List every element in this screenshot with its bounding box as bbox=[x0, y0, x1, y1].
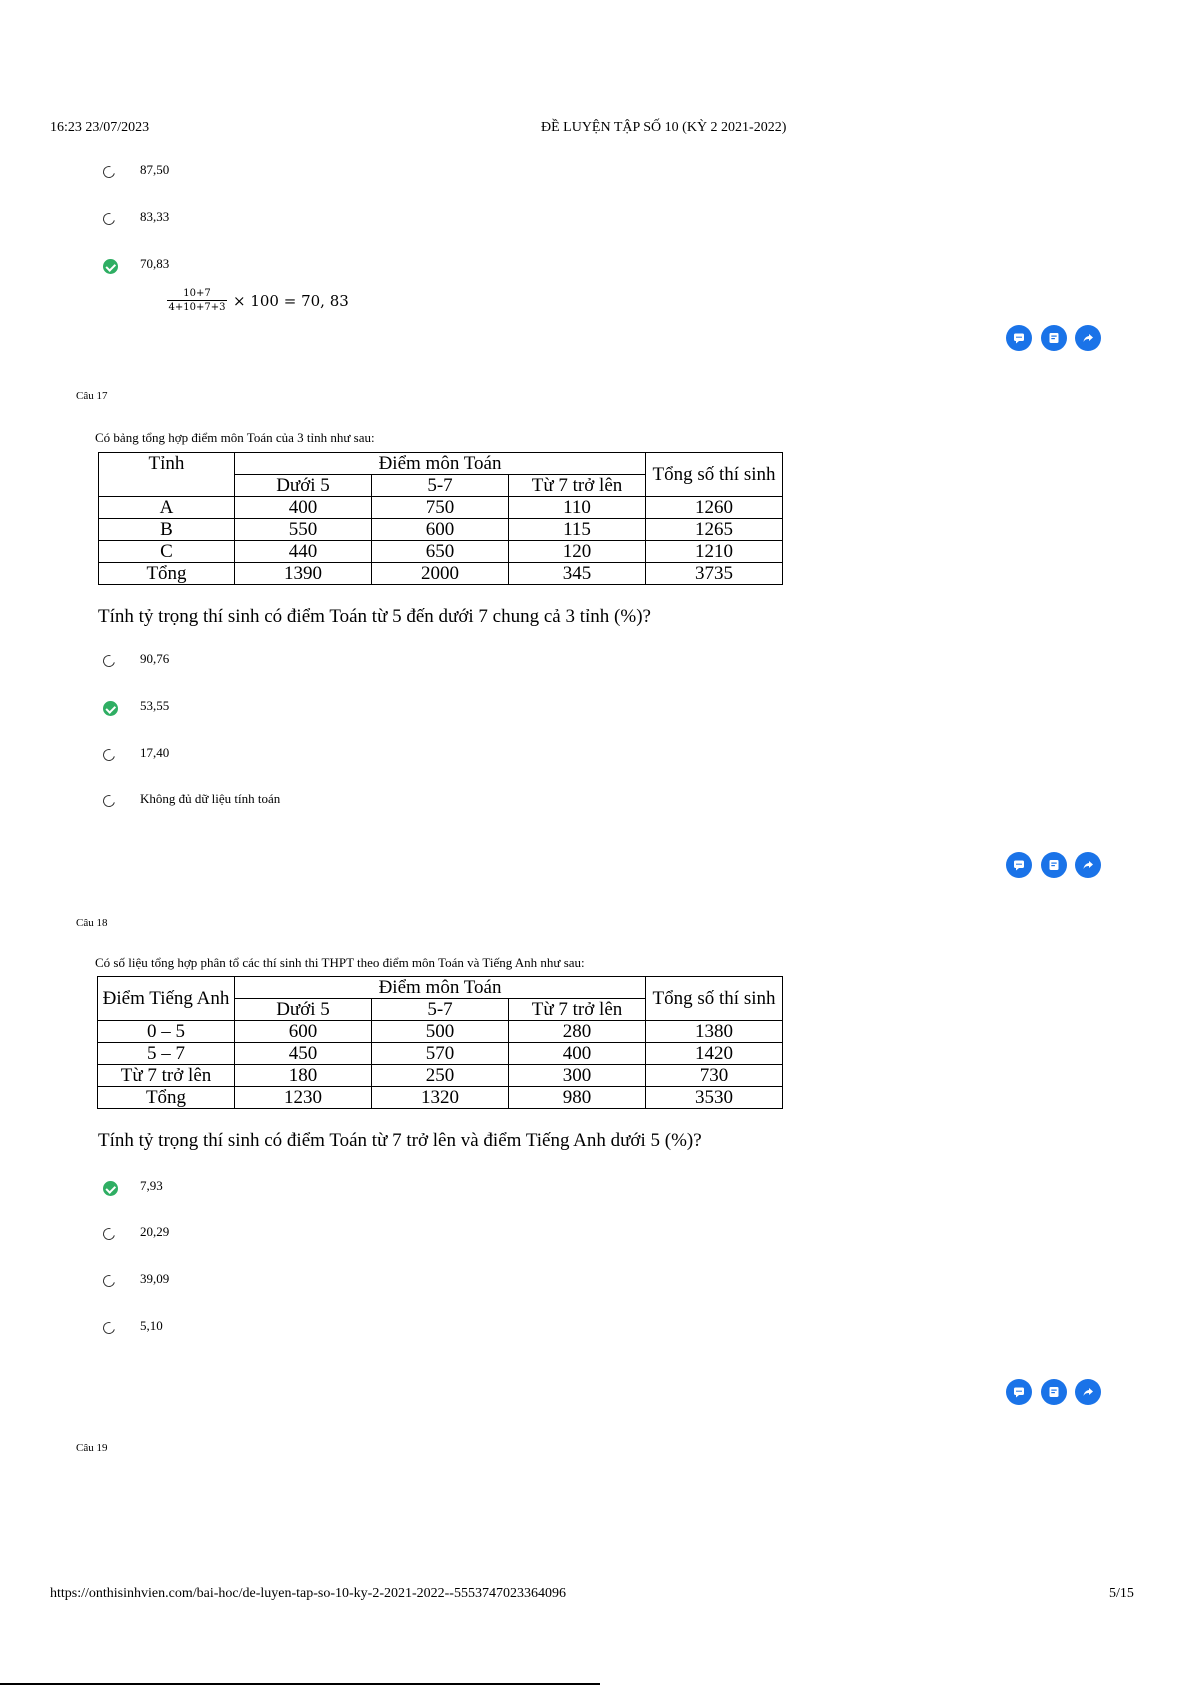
table-cell: 650 bbox=[372, 541, 509, 563]
option-label: 83,33 bbox=[140, 209, 170, 224]
note-icon bbox=[1047, 1385, 1061, 1399]
explanation-fraction bbox=[167, 288, 227, 313]
table-row bbox=[98, 1021, 783, 1043]
table-cell: 440 bbox=[235, 541, 372, 563]
table-cell: 450 bbox=[235, 1043, 372, 1065]
radio-icon[interactable] bbox=[101, 1273, 117, 1289]
share-icon bbox=[1081, 858, 1095, 872]
header-title: ĐỀ LUYỆN TẬP SỐ 10 (KỲ 2 2021-2022) bbox=[541, 120, 787, 135]
table-header-group: Điểm môn Toán bbox=[235, 977, 646, 999]
option-label: 90,76 bbox=[140, 651, 170, 666]
radio-icon[interactable] bbox=[101, 1226, 117, 1242]
table-cell: 570 bbox=[372, 1043, 509, 1065]
table-subheader: Dưới 5 bbox=[235, 999, 372, 1021]
share-button[interactable] bbox=[1075, 325, 1101, 351]
radio-icon[interactable] bbox=[101, 747, 117, 763]
share-icon bbox=[1081, 1385, 1095, 1399]
check-icon bbox=[103, 701, 118, 716]
share-icon bbox=[1081, 331, 1095, 345]
table-header-group: Điểm môn Toán bbox=[235, 453, 646, 475]
option-label: 87,50 bbox=[140, 162, 170, 177]
table-cell: 250 bbox=[372, 1065, 509, 1087]
question-label: Câu 17 bbox=[76, 390, 108, 402]
radio-icon[interactable] bbox=[101, 211, 117, 227]
table-cell: C bbox=[99, 541, 235, 563]
table-cell: 180 bbox=[235, 1065, 372, 1087]
radio-icon[interactable] bbox=[101, 1320, 117, 1336]
footer-page-number: 5/15 bbox=[1109, 1586, 1134, 1601]
question-intro: Có bảng tổng hợp điểm môn Toán của 3 tỉnh như sau: bbox=[95, 430, 375, 445]
table-cell: 3735 bbox=[646, 563, 783, 585]
table-cell: Tổng bbox=[98, 1087, 235, 1109]
table-row bbox=[99, 497, 783, 519]
option-label: 20,29 bbox=[140, 1224, 170, 1239]
table-subheader: Từ 7 trở lên bbox=[509, 475, 646, 497]
table-cell: Từ 7 trở lên bbox=[98, 1065, 235, 1087]
comment-button[interactable] bbox=[1006, 852, 1032, 878]
table-cell: 3530 bbox=[646, 1087, 783, 1109]
table-header-province: Tỉnh bbox=[99, 453, 235, 497]
table-cell: 400 bbox=[235, 497, 372, 519]
question-text: Tính tỷ trọng thí sinh có điểm Toán từ 5 đến dưới 7 chung cả 3 tỉnh (%)? bbox=[98, 606, 651, 627]
note-button[interactable] bbox=[1041, 1379, 1067, 1405]
option-label: 5,10 bbox=[140, 1318, 163, 1333]
fraction-denominator: 4+10+7+3 bbox=[168, 302, 226, 313]
option-label: 70,83 bbox=[140, 256, 170, 271]
table-cell: 400 bbox=[509, 1043, 646, 1065]
table-row bbox=[98, 1065, 783, 1087]
check-icon bbox=[103, 1181, 118, 1196]
table-header-total: Tổng số thí sinh bbox=[646, 977, 783, 1021]
table-cell: 120 bbox=[509, 541, 646, 563]
table-cell: A bbox=[99, 497, 235, 519]
footer-url: https://onthisinhvien.com/bai-hoc/de-luyen-tap-so-10-ky-2-2021-2022--5553747023364096 bbox=[50, 1586, 566, 1601]
table-row-total bbox=[98, 1087, 783, 1109]
table-cell: 500 bbox=[372, 1021, 509, 1043]
table-cell: 300 bbox=[509, 1065, 646, 1087]
table-row bbox=[99, 541, 783, 563]
table-row-total bbox=[99, 563, 783, 585]
comment-icon bbox=[1012, 1385, 1026, 1399]
table-cell: 730 bbox=[646, 1065, 783, 1087]
comment-button[interactable] bbox=[1006, 325, 1032, 351]
note-icon bbox=[1047, 331, 1061, 345]
question-label: Câu 19 bbox=[76, 1442, 108, 1454]
question-label: Câu 18 bbox=[76, 917, 108, 929]
note-icon bbox=[1047, 858, 1061, 872]
check-icon bbox=[103, 259, 118, 274]
table-cell: 600 bbox=[372, 519, 509, 541]
table-subheader: 5-7 bbox=[372, 999, 509, 1021]
table-cell: 110 bbox=[509, 497, 646, 519]
table-subheader: Dưới 5 bbox=[235, 475, 372, 497]
table-cell: 280 bbox=[509, 1021, 646, 1043]
option-label: 7,93 bbox=[140, 1178, 163, 1193]
radio-icon[interactable] bbox=[101, 653, 117, 669]
table-header-total: Tổng số thí sinh bbox=[646, 453, 783, 497]
score-table bbox=[97, 976, 783, 1109]
table-cell: 1210 bbox=[646, 541, 783, 563]
table-cell: 980 bbox=[509, 1087, 646, 1109]
table-cell: Tổng bbox=[99, 563, 235, 585]
share-button[interactable] bbox=[1075, 1379, 1101, 1405]
comment-button[interactable] bbox=[1006, 1379, 1032, 1405]
table-cell: 1390 bbox=[235, 563, 372, 585]
option-label: Không đủ dữ liệu tính toán bbox=[140, 791, 281, 806]
comment-icon bbox=[1012, 331, 1026, 345]
score-table bbox=[98, 452, 783, 585]
table-cell: 115 bbox=[509, 519, 646, 541]
table-cell: B bbox=[99, 519, 235, 541]
table-cell: 1380 bbox=[646, 1021, 783, 1043]
option-label: 53,55 bbox=[140, 698, 170, 713]
note-button[interactable] bbox=[1041, 852, 1067, 878]
table-header-english: Điểm Tiếng Anh bbox=[98, 977, 235, 1021]
table-cell: 1420 bbox=[646, 1043, 783, 1065]
option-label: 17,40 bbox=[140, 745, 170, 760]
share-button[interactable] bbox=[1075, 852, 1101, 878]
table-cell: 600 bbox=[235, 1021, 372, 1043]
header-datetime: 16:23 23/07/2023 bbox=[50, 120, 150, 135]
table-subheader: 5-7 bbox=[372, 475, 509, 497]
table-cell: 345 bbox=[509, 563, 646, 585]
explanation-rest: × 100 = 70, 83 bbox=[233, 292, 349, 310]
table-cell: 550 bbox=[235, 519, 372, 541]
table-cell: 5 – 7 bbox=[98, 1043, 235, 1065]
table-cell: 1320 bbox=[372, 1087, 509, 1109]
table-cell: 0 – 5 bbox=[98, 1021, 235, 1043]
note-button[interactable] bbox=[1041, 325, 1067, 351]
fraction-bar bbox=[167, 300, 227, 301]
table-cell: 750 bbox=[372, 497, 509, 519]
table-cell: 2000 bbox=[372, 563, 509, 585]
table-cell: 1260 bbox=[646, 497, 783, 519]
question-text: Tính tỷ trọng thí sinh có điểm Toán từ 7 trở lên và điểm Tiếng Anh dưới 5 (%)? bbox=[98, 1130, 702, 1151]
table-row bbox=[99, 519, 783, 541]
question-intro: Có số liệu tổng hợp phân tổ các thí sinh thi THPT theo điểm môn Toán và Tiếng Anh như sau: bbox=[95, 955, 585, 970]
table-cell: 1265 bbox=[646, 519, 783, 541]
comment-icon bbox=[1012, 858, 1026, 872]
table-row bbox=[98, 1043, 783, 1065]
radio-icon[interactable] bbox=[101, 164, 117, 180]
radio-icon[interactable] bbox=[101, 793, 117, 809]
option-label: 39,09 bbox=[140, 1271, 170, 1286]
table-cell: 1230 bbox=[235, 1087, 372, 1109]
fraction-numerator: 10+7 bbox=[183, 288, 211, 299]
table-subheader: Từ 7 trở lên bbox=[509, 999, 646, 1021]
